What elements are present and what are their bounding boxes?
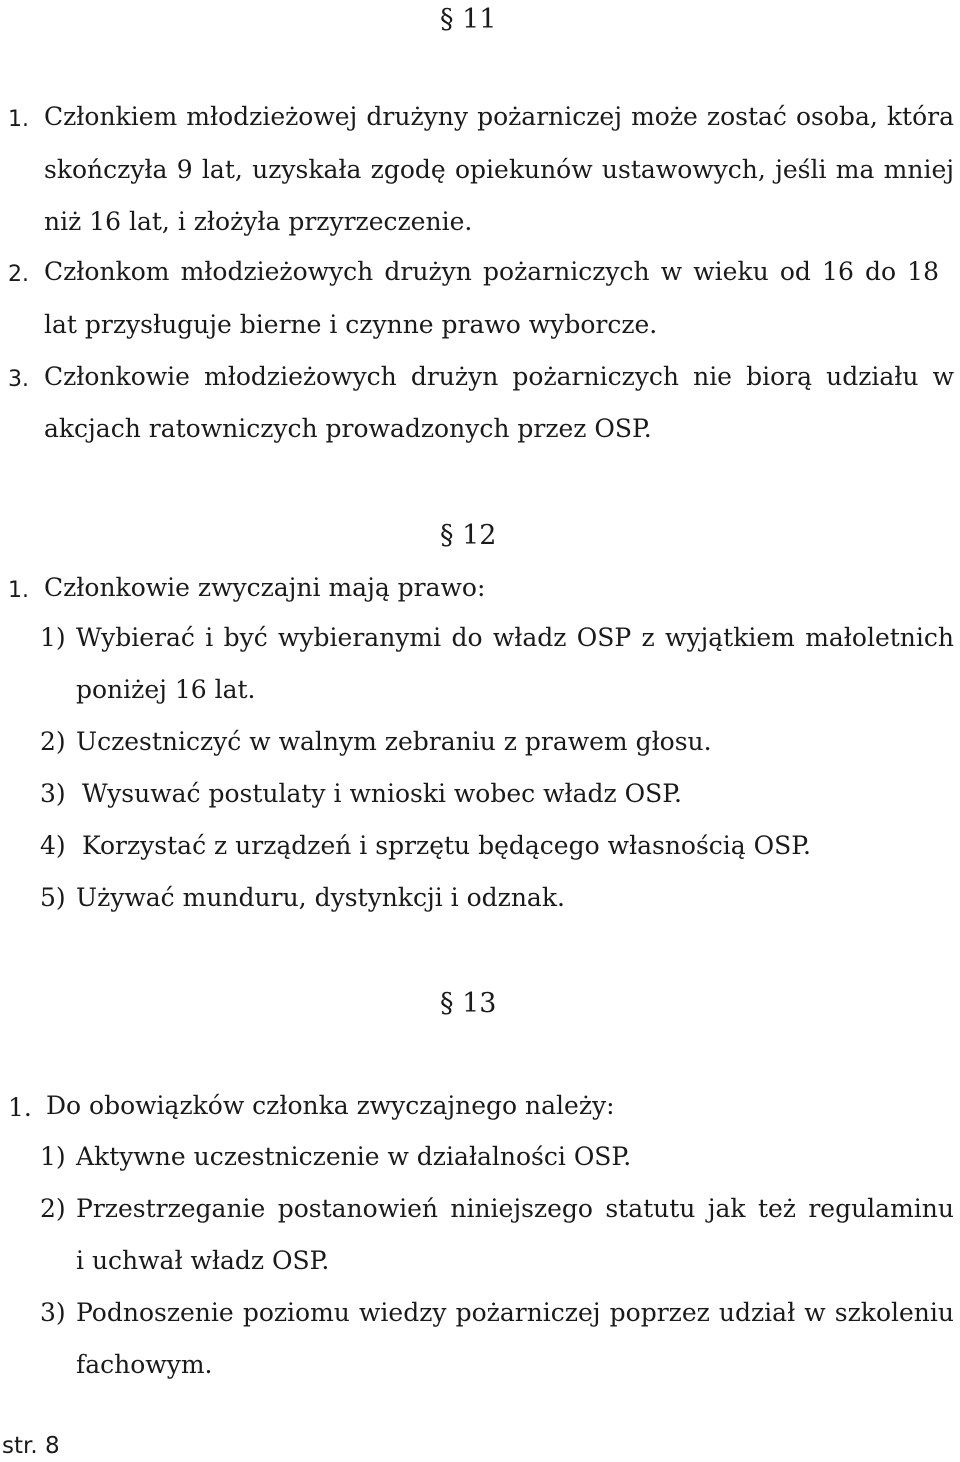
s13-sub-3-line-2: fachowym. xyxy=(76,1350,213,1379)
s12-item-1-number: 1. xyxy=(8,578,29,603)
s13-sub-1-number: 1) xyxy=(40,1142,66,1171)
s11-item-1-line-2: skończyła 9 lat, uzyskała zgodę opiekunów ustawowych, jeśli ma mniej xyxy=(44,157,954,184)
s12-sub-3-number: 3) xyxy=(40,779,66,808)
s12-sub-5-number: 5) xyxy=(40,883,66,912)
s12-sub-4-line-1: Korzystać z urządzeń i sprzętu będącego własnością OSP. xyxy=(82,831,811,860)
s13-sub-2-number: 2) xyxy=(40,1194,66,1223)
section-13-heading: § 13 xyxy=(440,988,497,1019)
s12-sub-5-line-1: Używać munduru, dystynkcji i odznak. xyxy=(76,883,565,912)
s11-item-3-line-1: Członkowie młodzieżowych drużyn pożarniczych nie biorą udziału w xyxy=(44,364,954,391)
s13-sub-3-number: 3) xyxy=(40,1298,66,1327)
s12-item-1-text: Członkowie zwyczajni mają prawo: xyxy=(44,573,486,602)
section-11-heading: § 11 xyxy=(440,4,497,35)
s12-sub-1-line-1: Wybierać i być wybieranymi do władz OSP z wyjątkiem małoletnich xyxy=(76,625,954,652)
page-number-footer: str. 8 xyxy=(2,1433,60,1459)
s13-item-1-number: 1. xyxy=(8,1093,32,1122)
s12-sub-1-number: 1) xyxy=(40,623,66,652)
s12-sub-2-number: 2) xyxy=(40,727,66,756)
s11-item-2-number: 2. xyxy=(8,262,29,287)
s13-sub-2-line-1: Przestrzeganie postanowień niniejszego statutu jak też regulaminu xyxy=(76,1196,954,1223)
s13-item-1-text: Do obowiązków członka zwyczajnego należy: xyxy=(46,1091,615,1120)
s11-item-2-line-2: lat przysługuje bierne i czynne prawo wyborcze. xyxy=(44,310,658,339)
s12-sub-3-line-1: Wysuwać postulaty i wnioski wobec władz OSP. xyxy=(82,779,682,808)
s11-item-1-number: 1. xyxy=(8,107,29,132)
section-12-heading: § 12 xyxy=(440,520,497,551)
s13-sub-2-line-2: i uchwał władz OSP. xyxy=(76,1246,330,1275)
s11-item-3-number: 3. xyxy=(8,367,29,392)
s11-item-3-line-2: akcjach ratowniczych prowadzonych przez OSP. xyxy=(44,414,652,443)
s11-item-1-line-1: Członkiem młodzieżowej drużyny pożarniczej może zostać osoba, która xyxy=(44,104,954,131)
s13-sub-1-line-1: Aktywne uczestniczenie w działalności OSP. xyxy=(76,1142,632,1171)
s11-item-2-line-1: Członkom młodzieżowych drużyn pożarniczych w wieku od 16 do 18 xyxy=(44,259,939,286)
s12-sub-1-line-2: poniżej 16 lat. xyxy=(76,675,256,704)
s13-sub-3-line-1: Podnoszenie poziomu wiedzy pożarniczej poprzez udział w szkoleniu xyxy=(76,1300,954,1327)
s12-sub-2-line-1: Uczestniczyć w walnym zebraniu z prawem głosu. xyxy=(76,727,712,756)
s11-item-1-line-3: niż 16 lat, i złożyła przyrzeczenie. xyxy=(44,207,473,236)
s12-sub-4-number: 4) xyxy=(40,831,66,860)
